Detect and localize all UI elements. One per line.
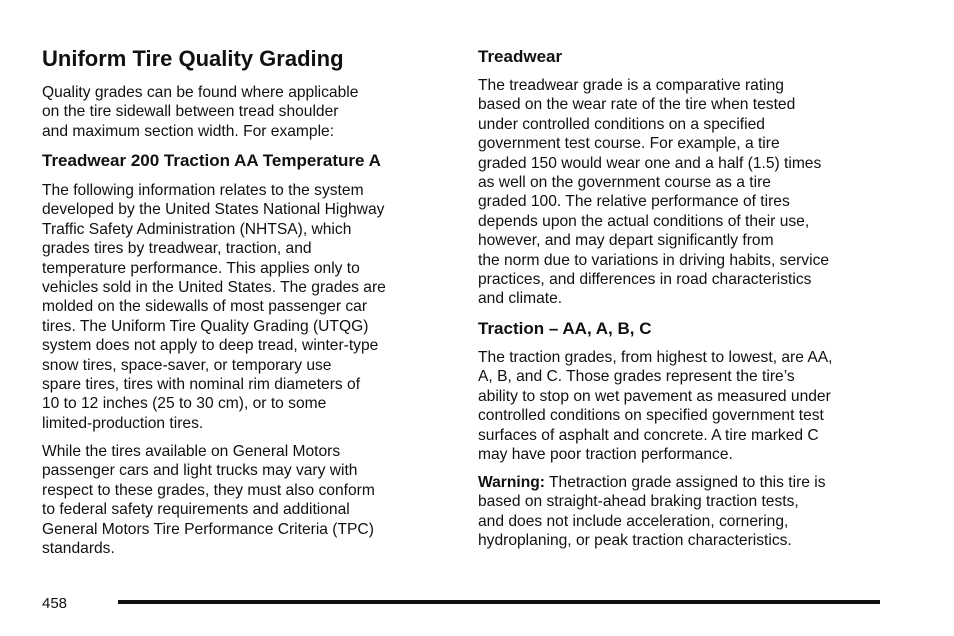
text-line: snow tires, space-saver, or temporary use [42, 356, 332, 374]
text-line: based on the wear rate of the tire when tested [478, 96, 796, 114]
text-line: depends upon the actual conditions of their use, [478, 212, 810, 230]
text-line: temperature performance. This applies only to [42, 259, 360, 277]
text-line: as well on the government course as a tire [478, 174, 771, 192]
text-line: A, B, and C. Those grades represent the tire’s [478, 368, 795, 386]
text-line: graded 150 would wear one and a half (1.5) times [478, 154, 822, 172]
intro-paragraph [42, 83, 358, 141]
page-number: 458 [42, 595, 68, 612]
text-line: respect to these grades, they must also conform [42, 481, 375, 499]
text-line: standards. [42, 540, 115, 558]
text-line: General Motors Tire Performance Criteria (TPC) [42, 520, 374, 538]
text-line: tires. The Uniform Tire Quality Grading (UTQG) [42, 317, 369, 335]
text-line: and does not include acceleration, cornering, [478, 512, 789, 530]
text-line: system does not apply to deep tread, winter-type [42, 337, 379, 355]
text-line: and climate. [478, 290, 563, 308]
page-title: Uniform Tire Quality Grading [42, 46, 344, 71]
text-line: The traction grades, from highest to lowest, are AA, [478, 349, 833, 366]
utqg-description-paragraph [42, 181, 386, 433]
text-line: based on straight-ahead braking traction tests, [478, 493, 799, 511]
text-line: and maximum section width. For example: [42, 122, 335, 140]
text-line: to federal safety requirements and additional [42, 501, 350, 519]
warning-paragraph [478, 473, 826, 551]
treadwear-paragraph [478, 76, 829, 309]
traction-paragraph [478, 348, 833, 464]
footer-rule [118, 600, 880, 604]
text-line: The following information relates to the system [42, 182, 364, 199]
text-line: ability to stop on wet pavement as measured under [478, 387, 831, 405]
text-line: government test course. For example, a tire [478, 135, 780, 153]
text-line: developed by the United States National Highway [42, 201, 385, 219]
text-line: Quality grades can be found where applicable [42, 84, 359, 101]
example-grade-heading: Treadwear 200 Traction AA Temperature A [42, 151, 381, 170]
text-line: controlled conditions on specified government test [478, 407, 824, 425]
warning-text: Thetraction grade assigned to this tire is [544, 474, 826, 491]
text-line: under controlled conditions on a specified [478, 115, 765, 133]
text-line: may have poor traction performance. [478, 446, 733, 464]
text-line: molded on the sidewalls of most passenger car [42, 298, 368, 316]
treadwear-heading: Treadwear [478, 47, 563, 66]
text-line: on the tire sidewall between tread shoulder [42, 103, 339, 121]
traction-heading: Traction – AA, A, B, C [478, 319, 652, 338]
text-line: passenger cars and light trucks may vary with [42, 462, 358, 480]
text-line: the norm due to variations in driving habits, service [478, 251, 830, 269]
text-line: surfaces of asphalt and concrete. A tire marked C [478, 426, 819, 444]
text-line: graded 100. The relative performance of tires [478, 193, 790, 211]
text-line: spare tires, tires with nominal rim diameters of [42, 376, 361, 394]
text-line: Traffic Safety Administration (NHTSA), which [42, 220, 352, 238]
gm-standards-paragraph [42, 442, 375, 558]
warning-label: Warning: [478, 474, 545, 491]
text-line: hydroplaning, or peak traction characteristics. [478, 532, 792, 550]
text-line: however, and may depart significantly from [478, 232, 774, 250]
text-line: vehicles sold in the United States. The grades are [42, 279, 386, 297]
text-line: practices, and differences in road characteristics [478, 271, 812, 289]
text-line [478, 473, 826, 492]
text-line: The treadwear grade is a comparative rating [478, 77, 784, 94]
text-line: While the tires available on General Motors [42, 443, 341, 460]
text-line: limited-production tires. [42, 414, 204, 432]
text-line: 10 to 12 inches (25 to 30 cm), or to some [42, 395, 327, 413]
text-line: grades tires by treadwear, traction, and [42, 240, 312, 258]
